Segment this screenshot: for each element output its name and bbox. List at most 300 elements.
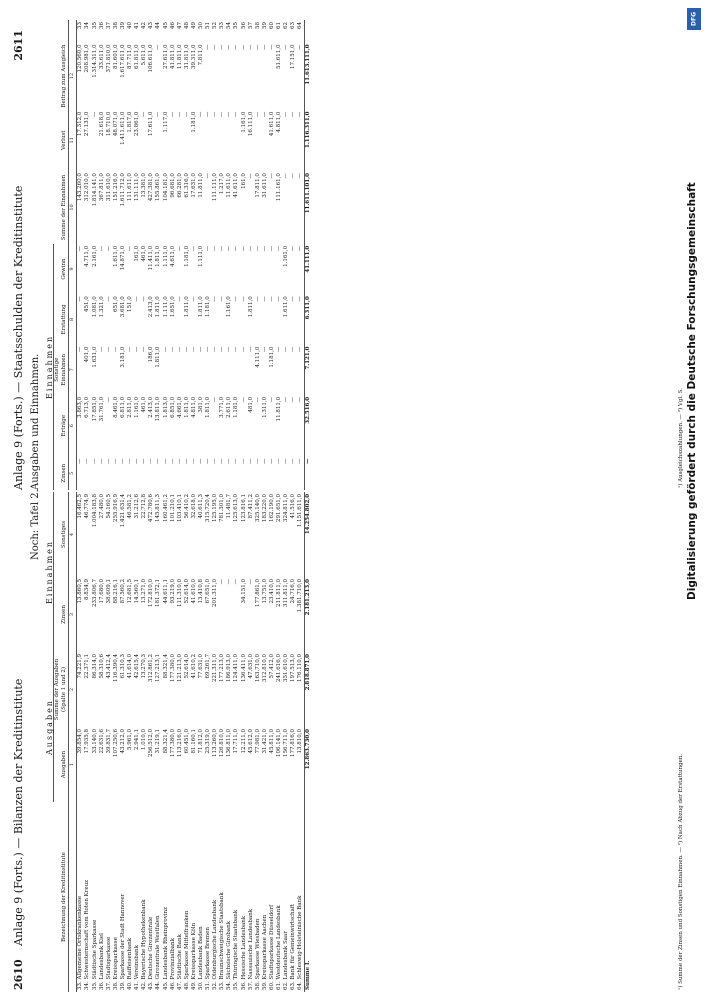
table-cell: — xyxy=(176,245,183,252)
table-cell: 136.811,0 xyxy=(226,729,233,757)
table-cell: 22.631,6 xyxy=(98,729,105,754)
sum-cell: 7.121,0 xyxy=(305,345,313,395)
table-cell: 59. Kreissparkasse Aachen xyxy=(261,914,268,990)
table-cell: — xyxy=(105,458,112,464)
column-index xyxy=(69,802,77,992)
table-cell: 40.611,3 xyxy=(197,493,204,519)
table-cell: 181.372,1 xyxy=(155,579,162,607)
table-cell: 61.310,3 xyxy=(119,654,126,679)
table-cell: 255.916,9 xyxy=(112,493,119,522)
table-cell: 2.811,0 xyxy=(127,396,134,418)
table-cell: 125.613,0 xyxy=(233,493,240,522)
table-cell: 42 xyxy=(141,22,148,29)
table-cell: — xyxy=(169,111,176,118)
table-cell: 121.213,0 xyxy=(176,654,183,682)
table-cell: 1.111,0 xyxy=(162,245,169,267)
table-cell: 62. Landesbank Saar xyxy=(283,931,290,990)
left-header-title: Anlage 9 (Forts.) — Bilanzen der Kreditinstitute xyxy=(12,678,25,946)
table-cell: 58.310,6 xyxy=(98,654,105,679)
table-cell: 55 xyxy=(233,22,240,29)
table-cell: 34. Schwesternschaft vom Roten Kreuz xyxy=(84,879,91,990)
table-cell: 103.410,1 xyxy=(176,493,183,522)
table-cell: 11.411,0 xyxy=(148,245,155,271)
table-cell: — xyxy=(290,173,297,179)
table-cell: — xyxy=(226,458,233,464)
table-cell: 1.421.631,4 xyxy=(119,493,126,528)
col-header-11: Verlust xyxy=(46,110,69,172)
table-row xyxy=(276,20,283,490)
table-cell: — xyxy=(233,44,240,50)
table-cell: — xyxy=(197,458,204,464)
table-cell: 64. Schleswig-Holsteinische Bank xyxy=(297,895,304,990)
table-cell: 1.314.311,0 xyxy=(91,44,98,78)
table-cell: 17.851,0 xyxy=(91,396,98,422)
table-cell: 312.861,2 xyxy=(148,654,155,682)
table-cell: — xyxy=(226,245,233,252)
table-cell: 160.461,2 xyxy=(162,493,169,522)
table-cell: — xyxy=(219,245,226,252)
table-cell: 46 xyxy=(169,22,176,29)
table-row xyxy=(219,20,226,490)
left-page-header xyxy=(12,430,25,990)
table-cell: 16.111,0 xyxy=(247,111,254,137)
table-cell: 33. Allgemeine Ortskrankenkasse xyxy=(77,895,84,990)
table-cell: 13.860,5 xyxy=(77,579,84,604)
table-cell: 1.611,0 xyxy=(283,296,290,318)
table-cell: — xyxy=(98,458,105,464)
table-cell: 2.611,0 xyxy=(226,396,233,418)
table-cell: 11.611,0 xyxy=(226,173,233,198)
table-cell: 44 xyxy=(155,22,162,29)
table-row xyxy=(84,20,91,490)
table-cell: — xyxy=(276,458,282,464)
table-cell: — xyxy=(127,346,134,353)
table-cell: — xyxy=(276,346,282,353)
table-row xyxy=(191,20,198,490)
table-cell: — xyxy=(290,396,297,403)
table-cell: — xyxy=(233,579,240,585)
table-cell: 22.371,1 xyxy=(84,654,91,679)
table-cell: 41.614,0 xyxy=(127,654,134,679)
table-cell: 125.195,0 xyxy=(212,493,219,522)
table-cell: — xyxy=(297,245,304,252)
table-cell: 33.140,0 xyxy=(91,729,98,754)
table-cell: 472.780,6 xyxy=(148,493,155,522)
table-cell: 651,0 xyxy=(112,296,119,312)
table-cell: 17.811,0 xyxy=(254,173,261,198)
table-cell: 11.811,0 xyxy=(197,173,204,198)
table-cell: 461,0 xyxy=(141,396,148,413)
table-cell: 24.716,0 xyxy=(290,579,297,604)
table-cell: 1.151.611,0 xyxy=(297,493,304,528)
table-cell: — xyxy=(127,458,134,464)
table-cell: — xyxy=(290,111,297,118)
table-cell: — xyxy=(98,245,105,252)
sum-cell: 2.818.871,0 xyxy=(305,652,313,727)
table-cell: 4.111,0 xyxy=(254,346,261,368)
table-row xyxy=(269,492,276,992)
table-cell: 53 xyxy=(219,22,226,29)
table-cell: — xyxy=(112,346,119,353)
table-cell: 81.160,1 xyxy=(190,729,197,754)
table-cell: 127.213,1 xyxy=(155,654,162,682)
digitization-credit: Digitalisierung gefördert durch die Deutsche Forschungsgemeinschaft xyxy=(686,182,698,600)
table-cell: 371.810,0 xyxy=(105,44,112,73)
table-cell: 96.681,0 xyxy=(169,173,176,198)
table-cell: — xyxy=(226,111,233,118)
table-cell: — xyxy=(297,458,304,464)
table-cell: 13.751,0 xyxy=(261,579,268,604)
table-cell: 161,0 xyxy=(134,245,141,262)
sum-cell: 14.254.802,0 xyxy=(305,492,313,577)
table-cell: — xyxy=(290,346,297,353)
table-cell: — xyxy=(240,44,247,50)
table-cell: 48.071,0 xyxy=(112,111,119,137)
table-cell: 66.281,0 xyxy=(176,173,183,198)
table-cell: — xyxy=(290,245,297,252)
table-cell: 41. Vereinsbank xyxy=(134,945,141,990)
table-cell: 1.181,0 xyxy=(268,346,275,368)
table-cell: — xyxy=(268,173,275,179)
table-cell: — xyxy=(254,245,261,252)
table-cell: — xyxy=(233,458,240,464)
table-cell: 45 xyxy=(162,22,169,29)
table-cell: — xyxy=(247,579,254,585)
table-cell: 145.811,3 xyxy=(155,493,162,522)
table-cell: 104.181,0 xyxy=(162,173,169,202)
table-cell: — xyxy=(134,458,141,464)
table-row xyxy=(134,492,141,992)
table-row xyxy=(77,492,85,992)
table-cell: 1.010,0 xyxy=(141,729,148,750)
table-cell: — xyxy=(212,44,219,50)
table-cell: 44.611,1 xyxy=(162,579,169,604)
table-cell: 61 xyxy=(276,22,282,29)
table-cell: 211.811,0 xyxy=(276,579,282,607)
table-row xyxy=(106,20,113,490)
table-cell: — xyxy=(283,396,290,403)
table-cell: 124.411,0 xyxy=(233,654,240,682)
table-cell: 88.321,4 xyxy=(162,654,169,679)
table-cell: 87.411,2 xyxy=(247,493,254,519)
table-cell: 111.161,0 xyxy=(276,173,282,202)
table-cell: — xyxy=(226,346,233,353)
table-cell: 47 xyxy=(176,22,183,29)
table-cell: — xyxy=(183,458,190,464)
table-cell: 111.310,0 xyxy=(176,579,183,607)
table-cell: 55. Thüringische Staatsbank xyxy=(233,909,240,990)
table-cell: 59 xyxy=(261,22,268,29)
table-cell: 151.216,0 xyxy=(112,173,119,202)
table-cell: 208.981,0 xyxy=(84,44,91,73)
table-cell: 31.611,0 xyxy=(261,173,268,198)
table-cell: 52. Oldenburgische Landesbank xyxy=(212,899,219,990)
table-row xyxy=(113,492,120,992)
table-cell: 155.861,0 xyxy=(155,173,162,202)
table-cell: 1.181,0 xyxy=(233,396,240,418)
table-cell: 1.814.141,0 xyxy=(91,173,98,207)
table-cell: 143.260,0 xyxy=(77,173,84,202)
table-cell: — xyxy=(233,296,240,302)
table-row xyxy=(233,492,240,992)
table-cell: — xyxy=(219,458,226,464)
sum-cell: 12.863.730,0 xyxy=(305,727,313,802)
table-row xyxy=(262,492,269,992)
table-row xyxy=(120,492,127,992)
table-cell: 311.811,0 xyxy=(283,579,290,607)
table-cell: 87.560,2 xyxy=(119,579,126,604)
table-cell: — xyxy=(247,245,254,252)
table-cell: 13.270,3 xyxy=(141,654,148,679)
table-cell: — xyxy=(219,44,226,50)
table-cell: 58. Sparkasse Wiesbaden xyxy=(254,918,261,990)
table-cell: — xyxy=(134,296,141,302)
table-cell: 39.854,0 xyxy=(77,729,84,754)
table-cell: 1.161,0 xyxy=(134,396,141,418)
table-cell: 6.811,0 xyxy=(119,396,126,418)
table-cell: — xyxy=(176,111,183,118)
table-cell: — xyxy=(297,346,304,353)
table-cell: 41.811,0 xyxy=(169,44,176,69)
table-cell: 183.220,0 xyxy=(261,493,268,522)
table-cell: 1.611,0 xyxy=(112,245,119,267)
table-cell: 186,0 xyxy=(148,346,155,363)
table-cell: — xyxy=(84,458,91,464)
table-cell: 17.680,0 xyxy=(98,579,105,604)
table-cell: 2.161,0 xyxy=(91,245,98,267)
table-cell: 1.811,0 xyxy=(197,296,204,318)
sum-cell: 11.611.101,0 xyxy=(305,171,313,244)
table-cell: — xyxy=(297,296,304,302)
table-cell: 176.110,0 xyxy=(297,654,304,682)
table-cell: 177.816,0 xyxy=(290,729,297,757)
column-index: 3 xyxy=(69,577,77,652)
table-cell: 60.451,0 xyxy=(183,729,190,754)
group-header-ausgaben: Ausgaben xyxy=(46,652,54,802)
table-cell: 13.810,0 xyxy=(297,729,304,754)
table-cell: 52.614,0 xyxy=(183,654,190,679)
table-cell: 77.981,0 xyxy=(254,729,261,754)
table-cell: 39.831,7 xyxy=(105,729,112,754)
table-row xyxy=(106,492,113,992)
table-cell: 4.811,0 xyxy=(190,396,197,418)
left-page-number: 2610 xyxy=(12,959,25,990)
table-row xyxy=(177,20,184,490)
col-header-rownum xyxy=(46,20,69,42)
column-index: 11 xyxy=(69,110,77,172)
table-cell: 4.811,0 xyxy=(276,111,282,133)
left-table xyxy=(46,492,312,992)
table-cell: 48 xyxy=(183,22,190,29)
table-cell: 3.771,0 xyxy=(219,396,226,418)
table-cell: 4.711,0 xyxy=(84,245,91,267)
table-cell: — xyxy=(233,111,240,118)
table-row xyxy=(99,492,106,992)
table-cell: 324.811,0 xyxy=(283,493,290,522)
digitization-sidebar xyxy=(683,0,705,1000)
table-cell: 177.861,0 xyxy=(254,579,261,607)
table-cell: — xyxy=(240,296,247,302)
table-cell: 58 xyxy=(254,22,261,29)
table-cell: 13.410,8 xyxy=(197,579,204,604)
table-cell: — xyxy=(205,458,212,464)
table-row xyxy=(163,492,170,992)
table-cell: — xyxy=(261,245,268,252)
table-cell: 8.461,0 xyxy=(112,396,119,418)
table-cell: 38 xyxy=(112,22,119,29)
table-cell: 126.810,0 xyxy=(219,729,226,757)
table-row xyxy=(297,492,305,992)
table-cell: 47.631,0 xyxy=(247,654,254,679)
table-cell: 27.480,0 xyxy=(98,493,105,519)
table-cell: — xyxy=(233,346,240,353)
table-cell: 38.609,1 xyxy=(105,579,112,604)
table-cell: 52.614,0 xyxy=(183,579,190,604)
table-cell: — xyxy=(176,346,183,353)
table-row xyxy=(241,20,248,490)
table-cell: — xyxy=(127,245,134,252)
table-cell: 63 xyxy=(290,22,297,29)
table-cell: — xyxy=(254,396,261,403)
sum-cell: 32.516,0 xyxy=(305,395,313,457)
col-header-5: Zinsen xyxy=(54,456,69,490)
table-cell: 197.513,0 xyxy=(290,654,297,682)
table-cell: — xyxy=(205,44,212,50)
table-cell: 1.617.611,0 xyxy=(119,44,126,78)
table-row xyxy=(170,20,177,490)
sum-cell: — xyxy=(305,456,313,490)
table-cell: — xyxy=(112,458,119,464)
table-cell: — xyxy=(212,396,219,403)
table-row xyxy=(248,492,255,992)
right-subtitle: Ausgaben und Einnahmen. xyxy=(30,353,41,490)
table-cell: 31.212,6 xyxy=(134,493,141,519)
table-row xyxy=(113,20,120,490)
table-cell: — xyxy=(276,245,282,252)
table-row xyxy=(205,20,212,490)
table-cell: 46.581,2 xyxy=(127,493,134,519)
table-cell: — xyxy=(77,245,84,252)
sum-row xyxy=(305,20,313,490)
table-cell: 12.681,5 xyxy=(127,579,134,604)
col-header-8: Erstattung xyxy=(54,294,69,344)
table-row xyxy=(219,492,226,992)
table-cell: — xyxy=(268,245,275,252)
table-row xyxy=(255,492,262,992)
table-cell: — xyxy=(240,458,247,464)
table-row xyxy=(262,20,269,490)
table-cell: 64 xyxy=(297,22,304,29)
table-cell: — xyxy=(212,245,219,252)
table-cell: 451,0 xyxy=(84,296,91,312)
table-cell: 2.413,0 xyxy=(148,396,155,418)
table-row xyxy=(127,492,134,992)
table-row xyxy=(170,492,177,992)
table-cell: — xyxy=(148,458,155,464)
table-cell: — xyxy=(105,245,112,252)
table-cell: 60. Stadtsparkasse Düsseldorf xyxy=(268,904,275,990)
table-row xyxy=(155,492,162,992)
table-cell: 61.316,0 xyxy=(183,173,190,198)
table-cell: — xyxy=(254,296,261,302)
table-cell: 43 xyxy=(148,22,155,29)
table-cell: 53. Braunschweigische Staatsbank xyxy=(219,892,226,990)
table-cell: 50. Landesbank Baden xyxy=(197,926,204,990)
table-cell: 381,0 xyxy=(197,396,204,413)
table-row xyxy=(155,20,162,490)
group-header-einnahmen-right: Einnahmen xyxy=(46,244,54,490)
table-row xyxy=(163,20,170,490)
table-cell: 49 xyxy=(190,22,197,29)
table-cell: 56. Hessische Landesbank xyxy=(240,915,247,990)
table-cell: 52 xyxy=(212,22,219,29)
table-cell: 56.410,2 xyxy=(183,493,190,519)
table-cell: 13.381,0 xyxy=(141,173,148,198)
right-page-number: 2611 xyxy=(12,30,25,61)
table-cell: — xyxy=(91,458,98,464)
table-cell: 27.131,0 xyxy=(84,111,91,137)
table-cell: 87.711,0 xyxy=(127,44,134,69)
table-cell: 39.311,0 xyxy=(190,44,197,69)
table-cell: — xyxy=(261,111,268,118)
column-index: 9 xyxy=(69,244,77,294)
table-cell: 172.810,0 xyxy=(148,579,155,607)
table-cell: 54.160,5 xyxy=(105,493,112,519)
table-cell: 177.380,0 xyxy=(169,654,176,682)
table-cell: 256.512,0 xyxy=(148,729,155,757)
table-cell: — xyxy=(205,173,212,179)
table-cell: 14.560,1 xyxy=(134,579,141,604)
table-cell: 3.863,0 xyxy=(77,396,84,418)
table-cell: 401,0 xyxy=(84,346,91,363)
table-row xyxy=(92,20,99,490)
table-cell: 311.610,0 xyxy=(105,173,112,202)
table-cell: 116.390,4 xyxy=(112,654,119,682)
table-cell: 57 xyxy=(247,22,254,29)
table-cell: 8.834,9 xyxy=(84,579,91,600)
table-row xyxy=(177,492,184,992)
table-cell: — xyxy=(205,111,212,118)
table-cell: — xyxy=(162,458,169,464)
column-index: 10 xyxy=(69,171,77,244)
table-cell: 43.412,4 xyxy=(105,654,112,679)
table-cell: 46.774,9 xyxy=(84,493,91,519)
table-row xyxy=(297,20,305,490)
table-cell: — xyxy=(141,111,148,118)
table-cell: 17.711,0 xyxy=(233,729,240,754)
table-cell: — xyxy=(261,346,268,353)
table-row xyxy=(248,20,255,490)
table-cell: — xyxy=(240,245,247,252)
table-cell: — xyxy=(212,458,219,464)
table-cell: 34 xyxy=(84,22,91,29)
table-cell: 37 xyxy=(105,22,112,29)
col-header-2: Summe der Ausgaben (Spalte 1 und 2) xyxy=(54,652,69,727)
table-cell: 11.811,0 xyxy=(176,44,183,69)
left-footnote: ¹) Summe der Zinsen und Sonstigen Einnahmen. — ²) Nach Abzug der Erstattungen. xyxy=(678,753,684,990)
table-cell: 56 xyxy=(240,22,247,29)
sum-cell xyxy=(305,20,313,42)
table-cell: 21.618,0 xyxy=(98,111,105,137)
table-cell: 1.161,0 xyxy=(240,111,247,133)
column-index: 1 xyxy=(69,727,77,802)
table-row xyxy=(212,20,219,490)
table-cell: 13.271,0 xyxy=(141,579,148,604)
table-cell: 36. Landesbank Kiel xyxy=(98,933,105,990)
table-cell: 1.311,0 xyxy=(261,396,268,418)
table-cell: — xyxy=(290,296,297,302)
table-cell: — xyxy=(190,296,197,302)
